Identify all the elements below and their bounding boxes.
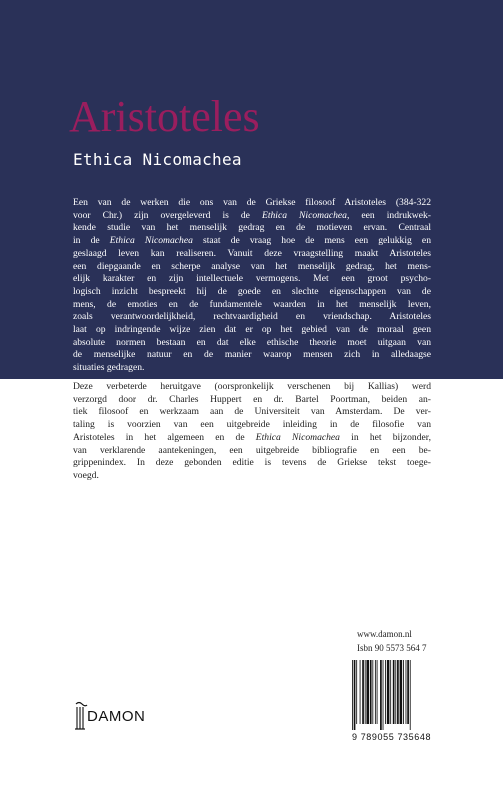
blurb-line: een diepgaande en scherpe analyse van het menselijk gedrag, het mens-	[73, 260, 431, 272]
publisher-website: www.damon.nl	[357, 629, 412, 639]
blurb-line: geslaagd leven kan realiseren. Vanuit deze vraagstelling maakt Aristoteles	[73, 247, 431, 259]
text-run: in het bijzonder,	[339, 431, 431, 443]
barcode-bar	[403, 660, 404, 724]
book-title: Ethica Nicomachea	[73, 150, 242, 169]
blurb-line	[73, 235, 431, 248]
barcode-bar	[365, 660, 366, 724]
barcode-bar	[372, 660, 373, 724]
barcode-bar	[370, 660, 372, 724]
blurb-line: mens, de emoties en de fundamentele waarden in het menselijk leven,	[73, 298, 431, 310]
blurb-paragraph-2	[73, 381, 431, 483]
blurb-line: logisch inzicht bespreekt hij de goede en slechte eigenschappen van de	[73, 285, 431, 297]
barcode-bar	[390, 660, 391, 724]
barcode-bar	[407, 660, 409, 724]
barcode-bar	[354, 660, 356, 730]
barcode-bar	[387, 660, 390, 724]
barcode-bar	[397, 660, 399, 724]
text-run: voor Chr.) zijn overgeleverd is de	[73, 209, 262, 221]
isbn-number: Isbn 90 5573 564 7	[357, 643, 427, 653]
blurb-line: voegd.	[73, 469, 99, 481]
blurb-line: Deze verbeterde heruitgave (oorspronkelijk verschenen bij Kallias) werd	[73, 381, 431, 392]
barcode-bar	[395, 660, 396, 724]
publisher-logo	[73, 701, 153, 731]
barcode-bar	[385, 660, 386, 724]
barcode-bar	[352, 660, 353, 730]
blurb-line: zoals verantwoordelijkheid, rechtvaardigheid en vriendschap. Aristoteles	[73, 311, 431, 323]
blurb-line: verzorgd door dr. Charles Huppert en dr. Bartel Poortman, beiden an-	[73, 393, 431, 405]
blurb-line: elijk karakter en zijn intellectuele vermogens. Met een groot psycho-	[73, 273, 431, 285]
blurb-paragraph-1	[73, 197, 431, 375]
blurb-line: de menselijke natuur en de manier waarop mensen zich in alledaagse	[73, 349, 431, 361]
barcode-bar	[380, 660, 382, 730]
blurb-line: grippenindex. In deze gebonden editie is tevens de Griekse tekst toege-	[73, 457, 431, 469]
blurb-line: taling is voorzien van een uitgebreide inleiding in de filosofie van	[73, 419, 431, 431]
blurb-line: situaties gedragen.	[73, 362, 145, 374]
barcode-bar	[360, 660, 361, 724]
barcode-bar	[383, 660, 384, 730]
barcode-bar	[375, 660, 376, 724]
blurb-line	[73, 210, 431, 223]
blurb-line: Een van de werken die ons van de Griekse filosoof Aristoteles (384-322	[73, 197, 431, 208]
text-run-italic: Ethica Nicomachea	[261, 209, 347, 221]
barcode-bar	[366, 660, 369, 724]
barcode-bar	[406, 660, 407, 724]
barcode-bar	[393, 660, 395, 724]
text-run: in de	[73, 235, 110, 247]
blurb-line	[73, 432, 431, 445]
text-run: staat de vraag hoe de mens een gelukkig en	[192, 235, 431, 247]
barcode-bar	[410, 660, 411, 730]
publisher-logo-text: DAMON	[87, 708, 146, 725]
blurb-line: laat op indringende wijze zien dat er op het gebied van de moraal geen	[73, 324, 431, 336]
barcode-bar	[400, 660, 403, 724]
text-run-italic: Ethica Nicomachea	[255, 431, 340, 443]
barcode-number: 9 789055 735648	[352, 732, 432, 742]
author-name: Aristoteles	[69, 92, 260, 141]
barcode-bar	[377, 660, 378, 724]
blurb-line: van verklarende aantekeningen, een uitgebreide bibliografie en een be-	[73, 444, 431, 456]
blurb-line: kende studie van het menselijk gedrag en de motieven ervan. Centraal	[73, 222, 431, 234]
text-run-italic: Ethica Nicomachea	[109, 235, 193, 247]
blurb-line: absolute normen bestaan en dat elke ethische theorie moet uitgaan van	[73, 336, 431, 348]
barcode-bar	[356, 660, 357, 724]
barcode-image	[351, 660, 433, 730]
barcode-bar	[362, 660, 364, 724]
text-run: Aristoteles in het algemeen en de	[73, 431, 256, 443]
blurb-line: tiek filosoof en werkzaam aan de Universiteit van Amsterdam. De ver-	[73, 406, 431, 418]
text-run: , een indrukwek-	[346, 209, 431, 221]
